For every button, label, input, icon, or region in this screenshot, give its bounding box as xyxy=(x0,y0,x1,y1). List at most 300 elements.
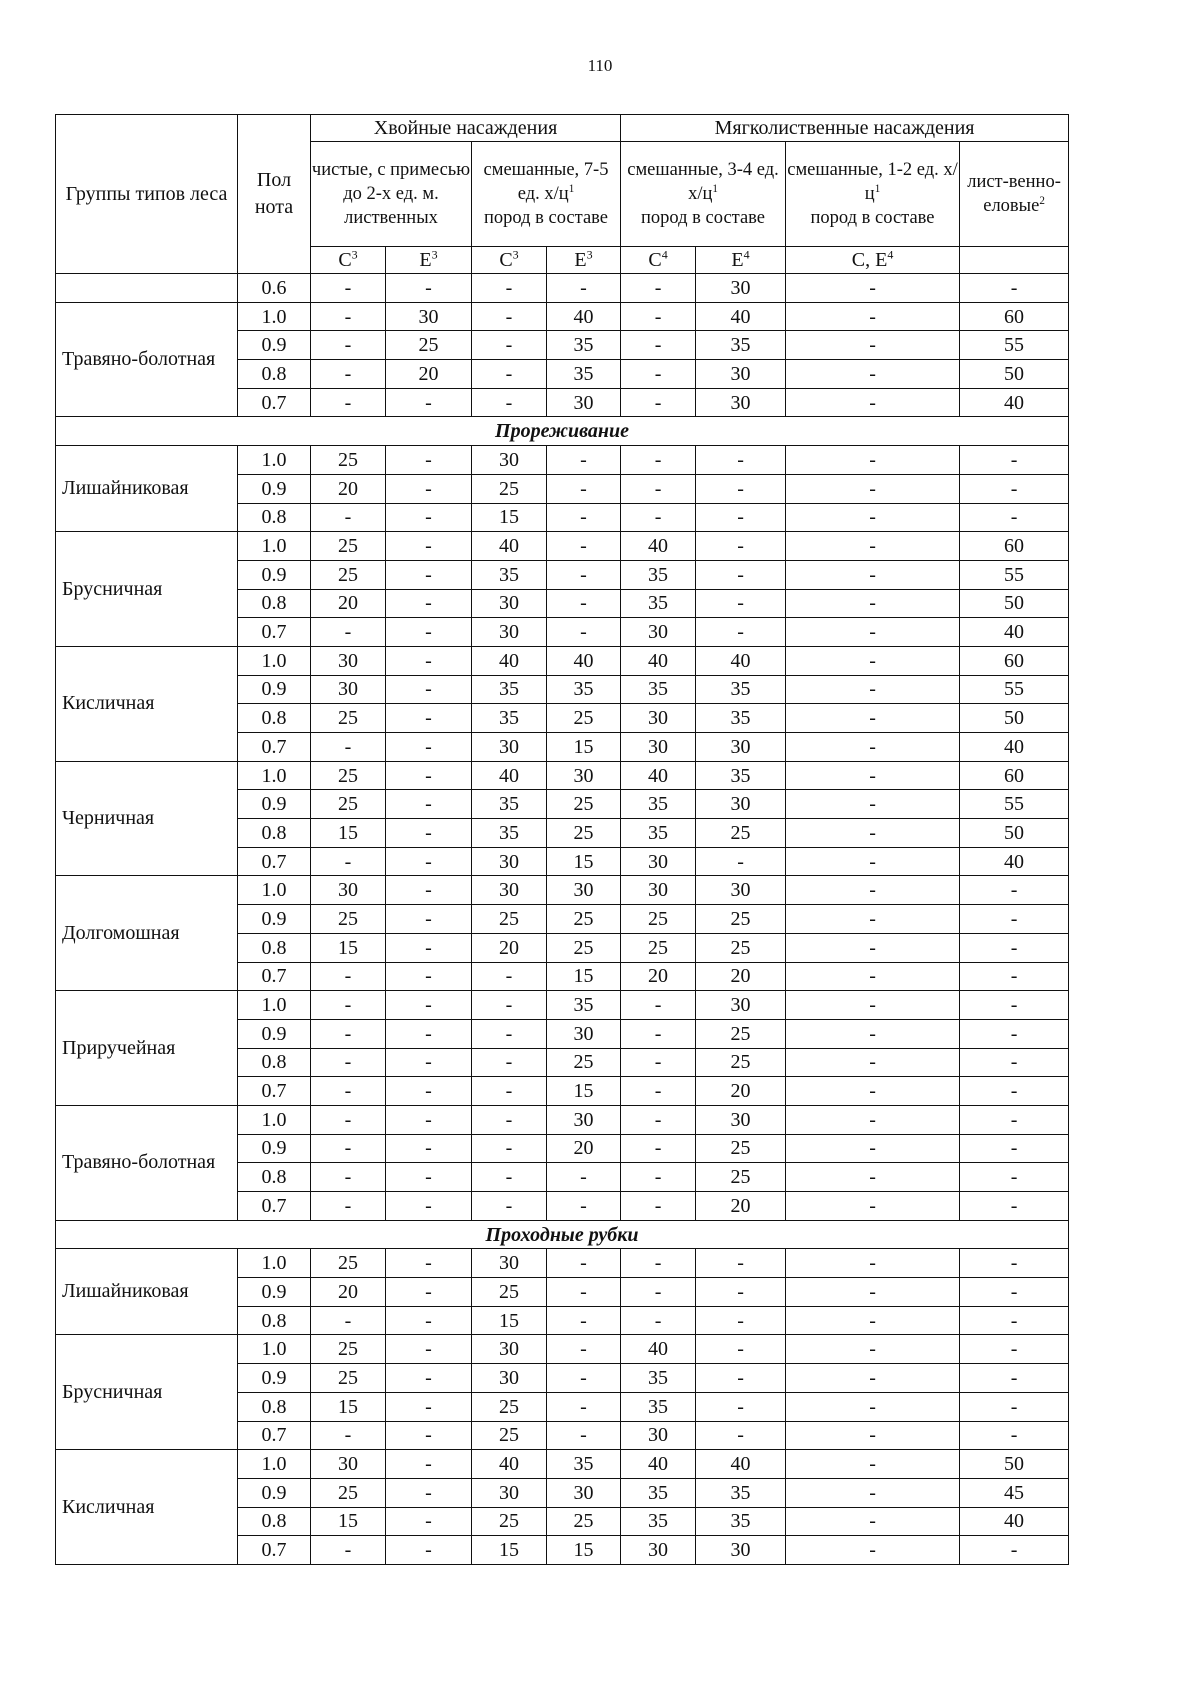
value-cell: 15 xyxy=(547,1536,621,1565)
value-cell: - xyxy=(386,1134,472,1163)
value-cell: 20 xyxy=(696,1192,786,1221)
value-cell: - xyxy=(786,1507,960,1536)
value-cell: 30 xyxy=(472,733,547,762)
value-cell: 30 xyxy=(696,360,786,389)
value-cell: - xyxy=(311,1077,386,1106)
value-cell: 35 xyxy=(696,704,786,733)
polnota-cell: 1.0 xyxy=(238,646,311,675)
value-cell: 25 xyxy=(472,1507,547,1536)
value-cell: 15 xyxy=(311,933,386,962)
value-cell: - xyxy=(472,274,547,303)
value-cell: - xyxy=(621,331,696,360)
polnota-cell: 1.0 xyxy=(238,876,311,905)
polnota-cell: 0.8 xyxy=(238,1507,311,1536)
value-cell: 30 xyxy=(472,1249,547,1278)
value-cell: - xyxy=(311,360,386,389)
polnota-cell: 0.7 xyxy=(238,962,311,991)
value-cell: 40 xyxy=(960,618,1069,647)
value-cell: - xyxy=(311,1306,386,1335)
value-cell: 35 xyxy=(621,589,696,618)
polnota-cell: 0.7 xyxy=(238,733,311,762)
value-cell: 25 xyxy=(547,819,621,848)
value-cell: - xyxy=(386,1392,472,1421)
value-cell: 40 xyxy=(472,1450,547,1479)
value-cell: - xyxy=(786,360,960,389)
value-cell: 20 xyxy=(547,1134,621,1163)
value-cell: 35 xyxy=(621,1364,696,1393)
value-cell: - xyxy=(786,1019,960,1048)
value-cell: - xyxy=(786,1077,960,1106)
value-cell: 30 xyxy=(472,589,547,618)
value-cell: 25 xyxy=(311,1364,386,1393)
value-cell: 30 xyxy=(621,876,696,905)
species-label: Е xyxy=(419,249,432,271)
value-cell: - xyxy=(621,388,696,417)
value-cell: 40 xyxy=(960,733,1069,762)
header-species-e xyxy=(696,247,786,274)
value-cell: - xyxy=(547,1249,621,1278)
value-cell: 35 xyxy=(621,1507,696,1536)
value-cell: - xyxy=(472,302,547,331)
value-cell: 25 xyxy=(386,331,472,360)
value-cell: - xyxy=(472,1105,547,1134)
value-cell: - xyxy=(386,819,472,848)
forest-group-cell: Лишайниковая xyxy=(56,446,238,532)
value-cell: 40 xyxy=(621,1335,696,1364)
value-cell: - xyxy=(547,618,621,647)
value-cell: - xyxy=(386,560,472,589)
value-cell: - xyxy=(960,1249,1069,1278)
value-cell: 35 xyxy=(547,675,621,704)
value-cell: 40 xyxy=(547,302,621,331)
value-cell: 30 xyxy=(311,675,386,704)
value-cell: 60 xyxy=(960,646,1069,675)
forest-group-cell: Лишайниковая xyxy=(56,1249,238,1335)
value-cell: 25 xyxy=(696,933,786,962)
value-cell: - xyxy=(472,991,547,1020)
value-cell: - xyxy=(386,1536,472,1565)
table-row xyxy=(56,1450,1069,1479)
value-cell: 30 xyxy=(621,847,696,876)
value-cell: - xyxy=(386,1048,472,1077)
value-cell: - xyxy=(696,1421,786,1450)
value-cell: - xyxy=(547,532,621,561)
value-cell: - xyxy=(311,1421,386,1450)
header-mixed-1-2-text: смешанные, 1-2 ед. х/ц xyxy=(787,159,958,204)
header-pure-stands: чистые, с примесью до 2-х ед. м. лиственных xyxy=(311,142,472,247)
value-cell: 25 xyxy=(472,474,547,503)
footnote-ref: 2 xyxy=(1039,194,1045,207)
value-cell: 30 xyxy=(311,876,386,905)
header-mixed-7-5-text: смешанные, 7-5 ед. х/ц xyxy=(483,159,609,204)
forest-group-cell: Травяно-болотная xyxy=(56,302,238,417)
value-cell: 35 xyxy=(621,1392,696,1421)
value-cell: 30 xyxy=(547,1478,621,1507)
value-cell: - xyxy=(621,1019,696,1048)
value-cell: 25 xyxy=(696,1163,786,1192)
value-cell: - xyxy=(960,1278,1069,1307)
value-cell: 30 xyxy=(621,1421,696,1450)
value-cell: 30 xyxy=(547,388,621,417)
value-cell: 40 xyxy=(472,761,547,790)
footnote-ref: 1 xyxy=(712,182,718,195)
thinning-intensity-table xyxy=(55,114,1069,1565)
value-cell: 40 xyxy=(621,761,696,790)
value-cell: 40 xyxy=(960,1507,1069,1536)
value-cell: 20 xyxy=(311,474,386,503)
value-cell: - xyxy=(786,933,960,962)
value-cell: - xyxy=(786,991,960,1020)
header-leaf-spruce-text: лист-венно-еловые xyxy=(967,171,1061,216)
value-cell: 30 xyxy=(547,761,621,790)
value-cell: 35 xyxy=(621,675,696,704)
polnota-cell: 0.9 xyxy=(238,1478,311,1507)
value-cell: - xyxy=(311,302,386,331)
species-label: С xyxy=(338,249,352,271)
value-cell: - xyxy=(386,274,472,303)
value-cell: 30 xyxy=(547,1019,621,1048)
value-cell: - xyxy=(960,503,1069,532)
header-in-composition: пород в составе xyxy=(810,208,935,229)
value-cell: - xyxy=(311,1105,386,1134)
value-cell: - xyxy=(311,962,386,991)
value-cell: 30 xyxy=(696,790,786,819)
value-cell: 30 xyxy=(472,1478,547,1507)
value-cell: - xyxy=(386,1077,472,1106)
polnota-cell: 0.8 xyxy=(238,819,311,848)
value-cell: - xyxy=(960,1019,1069,1048)
value-cell: 35 xyxy=(472,704,547,733)
value-cell: - xyxy=(960,1392,1069,1421)
value-cell: - xyxy=(472,1077,547,1106)
value-cell: 25 xyxy=(547,933,621,962)
value-cell: 25 xyxy=(547,790,621,819)
value-cell: 35 xyxy=(472,560,547,589)
polnota-cell: 0.7 xyxy=(238,618,311,647)
value-cell: - xyxy=(621,503,696,532)
value-cell: 35 xyxy=(696,1478,786,1507)
header-species-empty xyxy=(960,247,1069,274)
value-cell: - xyxy=(960,1335,1069,1364)
value-cell: 30 xyxy=(386,302,472,331)
value-cell: - xyxy=(696,446,786,475)
value-cell: - xyxy=(621,1105,696,1134)
value-cell: - xyxy=(386,1105,472,1134)
value-cell: 15 xyxy=(547,1077,621,1106)
value-cell: - xyxy=(786,1105,960,1134)
value-cell: - xyxy=(311,503,386,532)
header-in-composition: пород в составе xyxy=(484,208,609,229)
value-cell: - xyxy=(621,1249,696,1278)
table-row xyxy=(56,446,1069,475)
polnota-cell: 0.9 xyxy=(238,1278,311,1307)
value-cell: - xyxy=(621,446,696,475)
forest-group-cell: Брусничная xyxy=(56,532,238,647)
value-cell: - xyxy=(696,503,786,532)
value-cell: - xyxy=(386,1478,472,1507)
footnote-ref: 3 xyxy=(512,247,519,262)
value-cell: - xyxy=(386,675,472,704)
table-row xyxy=(56,274,1069,303)
forest-group-cell: Кисличная xyxy=(56,646,238,761)
value-cell: - xyxy=(621,1134,696,1163)
value-cell: 35 xyxy=(472,675,547,704)
value-cell: 25 xyxy=(547,1507,621,1536)
value-cell: - xyxy=(786,388,960,417)
value-cell: - xyxy=(960,876,1069,905)
value-cell: 30 xyxy=(311,646,386,675)
polnota-cell: 0.9 xyxy=(238,474,311,503)
value-cell: 35 xyxy=(472,819,547,848)
value-cell: 30 xyxy=(472,446,547,475)
value-cell: 35 xyxy=(547,331,621,360)
footnote-ref: 1 xyxy=(568,182,575,195)
value-cell: - xyxy=(960,1163,1069,1192)
value-cell: 20 xyxy=(621,962,696,991)
footnote-ref: 4 xyxy=(743,247,750,262)
value-cell: - xyxy=(547,1192,621,1221)
value-cell: - xyxy=(311,274,386,303)
value-cell: 25 xyxy=(621,933,696,962)
value-cell: - xyxy=(311,388,386,417)
value-cell: - xyxy=(472,331,547,360)
polnota-cell: 1.0 xyxy=(238,302,311,331)
footnote-ref: 3 xyxy=(431,247,438,262)
value-cell: - xyxy=(786,474,960,503)
value-cell: - xyxy=(311,847,386,876)
polnota-cell: 0.7 xyxy=(238,388,311,417)
value-cell: - xyxy=(786,905,960,934)
species-label: С xyxy=(648,249,662,271)
header-species-c xyxy=(621,247,696,274)
value-cell: 25 xyxy=(311,1335,386,1364)
value-cell: 25 xyxy=(696,1019,786,1048)
value-cell: - xyxy=(386,1306,472,1335)
value-cell: - xyxy=(621,274,696,303)
polnota-cell: 0.8 xyxy=(238,589,311,618)
value-cell: - xyxy=(960,1536,1069,1565)
polnota-cell: 0.8 xyxy=(238,503,311,532)
value-cell: - xyxy=(960,1421,1069,1450)
polnota-cell: 0.8 xyxy=(238,360,311,389)
footnote-ref: 1 xyxy=(874,182,881,195)
value-cell: - xyxy=(472,1163,547,1192)
polnota-cell: 0.9 xyxy=(238,331,311,360)
polnota-cell: 0.6 xyxy=(238,274,311,303)
footnote-ref: 3 xyxy=(351,247,358,262)
value-cell: 40 xyxy=(960,388,1069,417)
value-cell: - xyxy=(960,1364,1069,1393)
forest-group-cell xyxy=(56,274,238,303)
polnota-cell: 1.0 xyxy=(238,1450,311,1479)
polnota-cell: 0.9 xyxy=(238,1364,311,1393)
value-cell: 55 xyxy=(960,331,1069,360)
value-cell: - xyxy=(696,1249,786,1278)
value-cell: - xyxy=(547,274,621,303)
value-cell: 35 xyxy=(621,560,696,589)
value-cell: 25 xyxy=(696,1048,786,1077)
value-cell: - xyxy=(786,1163,960,1192)
value-cell: - xyxy=(621,302,696,331)
value-cell: - xyxy=(621,360,696,389)
value-cell: - xyxy=(786,1134,960,1163)
forest-group-cell: Приручейная xyxy=(56,991,238,1106)
value-cell: 55 xyxy=(960,675,1069,704)
header-species-ce xyxy=(786,247,960,274)
value-cell: - xyxy=(386,790,472,819)
polnota-cell: 0.8 xyxy=(238,1306,311,1335)
value-cell: - xyxy=(960,933,1069,962)
polnota-cell: 0.9 xyxy=(238,1019,311,1048)
polnota-cell: 0.9 xyxy=(238,560,311,589)
table-row xyxy=(56,991,1069,1020)
value-cell: 35 xyxy=(547,991,621,1020)
value-cell: - xyxy=(472,1192,547,1221)
value-cell: 25 xyxy=(547,704,621,733)
value-cell: - xyxy=(786,790,960,819)
header-polnota: Пол нота xyxy=(238,115,311,274)
value-cell: 25 xyxy=(311,905,386,934)
footnote-ref: 4 xyxy=(887,247,894,262)
polnota-cell: 0.8 xyxy=(238,704,311,733)
value-cell: - xyxy=(696,618,786,647)
value-cell: 55 xyxy=(960,560,1069,589)
value-cell: 30 xyxy=(696,388,786,417)
header-species-e xyxy=(386,247,472,274)
value-cell: - xyxy=(386,1335,472,1364)
value-cell: - xyxy=(386,1249,472,1278)
value-cell: 50 xyxy=(960,819,1069,848)
header-in-composition: пород в составе xyxy=(641,208,766,229)
value-cell: 15 xyxy=(472,503,547,532)
value-cell: 30 xyxy=(696,991,786,1020)
table-row xyxy=(56,1249,1069,1278)
value-cell: 20 xyxy=(696,1077,786,1106)
value-cell: - xyxy=(472,962,547,991)
value-cell: 25 xyxy=(311,790,386,819)
value-cell: 20 xyxy=(472,933,547,962)
value-cell: - xyxy=(311,331,386,360)
value-cell: - xyxy=(696,532,786,561)
value-cell: - xyxy=(960,1048,1069,1077)
value-cell: 30 xyxy=(621,1536,696,1565)
polnota-cell: 0.9 xyxy=(238,790,311,819)
value-cell: 40 xyxy=(472,646,547,675)
value-cell: - xyxy=(547,1335,621,1364)
value-cell: - xyxy=(960,1077,1069,1106)
value-cell: - xyxy=(472,1134,547,1163)
value-cell: 40 xyxy=(696,302,786,331)
value-cell: - xyxy=(696,1278,786,1307)
value-cell: - xyxy=(547,1392,621,1421)
value-cell: 60 xyxy=(960,761,1069,790)
value-cell: - xyxy=(311,1536,386,1565)
value-cell: 25 xyxy=(311,704,386,733)
value-cell: 15 xyxy=(311,1507,386,1536)
polnota-cell: 0.7 xyxy=(238,1077,311,1106)
value-cell: 15 xyxy=(547,733,621,762)
value-cell: 30 xyxy=(621,618,696,647)
value-cell: 15 xyxy=(311,1392,386,1421)
value-cell: 25 xyxy=(311,1478,386,1507)
value-cell: 25 xyxy=(472,1421,547,1450)
header-forest-group: Группы типов леса xyxy=(56,115,238,274)
value-cell: 25 xyxy=(696,1134,786,1163)
value-cell: 25 xyxy=(547,1048,621,1077)
value-cell: 60 xyxy=(960,532,1069,561)
header-mixed-3-4-text: смешанные, 3-4 ед. х/ц xyxy=(627,159,779,204)
value-cell: - xyxy=(786,532,960,561)
value-cell: - xyxy=(960,1134,1069,1163)
polnota-cell: 1.0 xyxy=(238,1335,311,1364)
value-cell: - xyxy=(786,618,960,647)
value-cell: - xyxy=(786,302,960,331)
value-cell: - xyxy=(311,1134,386,1163)
value-cell: 30 xyxy=(696,876,786,905)
polnota-cell: 0.7 xyxy=(238,1192,311,1221)
value-cell: 35 xyxy=(621,1478,696,1507)
value-cell: - xyxy=(386,933,472,962)
value-cell: - xyxy=(960,274,1069,303)
value-cell: 30 xyxy=(696,1105,786,1134)
value-cell: 30 xyxy=(696,733,786,762)
value-cell: - xyxy=(547,474,621,503)
value-cell: - xyxy=(547,1421,621,1450)
table-row xyxy=(56,1105,1069,1134)
value-cell: 30 xyxy=(696,1536,786,1565)
header-mixed-3-4 xyxy=(621,142,786,247)
value-cell: 30 xyxy=(621,733,696,762)
value-cell: - xyxy=(621,1077,696,1106)
value-cell: - xyxy=(786,589,960,618)
forest-group-cell: Брусничная xyxy=(56,1335,238,1450)
value-cell: 25 xyxy=(472,905,547,934)
value-cell: - xyxy=(386,876,472,905)
section-row xyxy=(56,1220,1069,1249)
value-cell: 25 xyxy=(472,1392,547,1421)
value-cell: - xyxy=(547,503,621,532)
value-cell: - xyxy=(696,1306,786,1335)
value-cell: - xyxy=(786,1536,960,1565)
polnota-cell: 0.8 xyxy=(238,1163,311,1192)
forest-group-cell: Кисличная xyxy=(56,1450,238,1565)
value-cell: - xyxy=(386,1421,472,1450)
value-cell: - xyxy=(472,388,547,417)
value-cell: 20 xyxy=(696,962,786,991)
section-title: Прореживание xyxy=(56,417,1069,446)
header-softwood: Мягколиственные насаждения xyxy=(621,115,1069,142)
value-cell: 40 xyxy=(621,1450,696,1479)
value-cell: 45 xyxy=(960,1478,1069,1507)
section-title: Проходные рубки xyxy=(56,1220,1069,1249)
header-mixed-1-2 xyxy=(786,142,960,247)
value-cell: - xyxy=(386,761,472,790)
table-body xyxy=(56,274,1069,1565)
table-row xyxy=(56,646,1069,675)
value-cell: - xyxy=(386,1450,472,1479)
value-cell: - xyxy=(386,733,472,762)
value-cell: - xyxy=(386,991,472,1020)
species-label: С xyxy=(499,249,513,271)
footnote-ref: 3 xyxy=(586,247,593,262)
polnota-cell: 0.8 xyxy=(238,1392,311,1421)
value-cell: 30 xyxy=(472,876,547,905)
value-cell: - xyxy=(786,819,960,848)
value-cell: 15 xyxy=(472,1306,547,1335)
value-cell: - xyxy=(960,474,1069,503)
value-cell: - xyxy=(386,532,472,561)
value-cell: 35 xyxy=(696,1507,786,1536)
